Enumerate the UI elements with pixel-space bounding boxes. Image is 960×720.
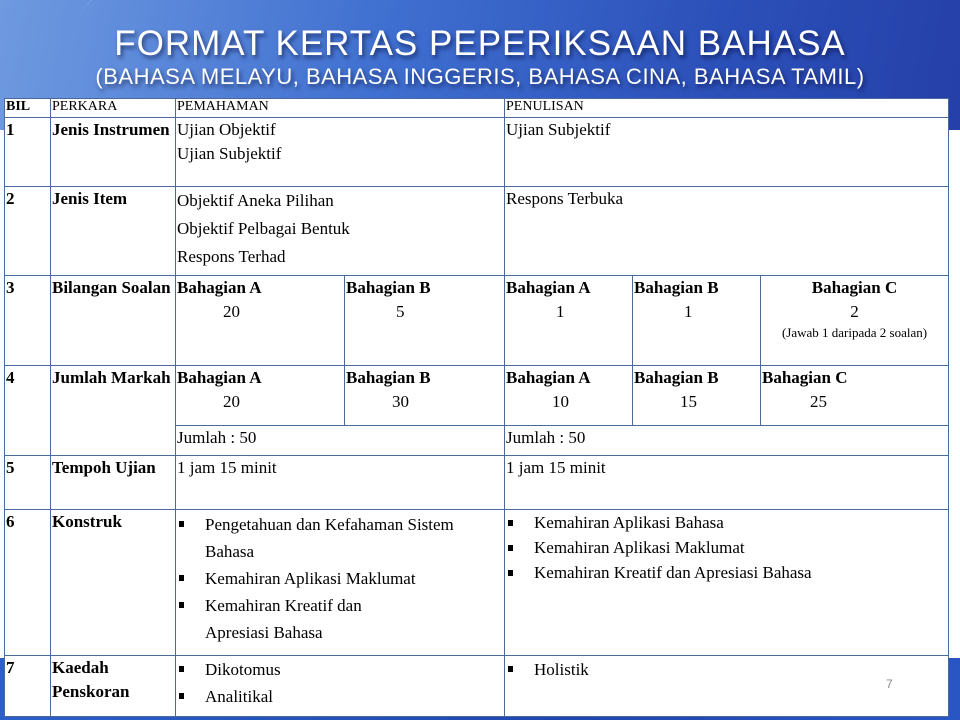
value: 1	[684, 302, 693, 321]
perkara: Jumlah Markah	[51, 366, 176, 456]
list-item: Kemahiran Kreatif dan Apresiasi Bahasa	[177, 592, 427, 646]
pemahaman-cell	[176, 656, 505, 717]
pen-bahagian-b	[633, 276, 761, 366]
header-penulisan: PENULISAN	[505, 99, 949, 118]
text: Objektif Aneka Pilihan	[177, 191, 334, 210]
label: Bahagian B	[346, 278, 431, 297]
perkara: Jenis Instrumen	[51, 118, 176, 187]
list-item: Dikotomus	[177, 656, 503, 683]
pen-total: Jumlah : 50	[505, 426, 949, 456]
label: Bahagian B	[346, 368, 431, 387]
pemahaman-cell	[176, 510, 505, 656]
text: Respons Terhad	[177, 247, 286, 266]
table-row	[5, 366, 949, 426]
bil: 6	[5, 510, 51, 656]
list-item: Kemahiran Aplikasi Maklumat	[177, 565, 477, 592]
penulisan-cell	[505, 656, 949, 717]
list-item: Kemahiran Aplikasi Bahasa	[506, 510, 947, 535]
pem-bahagian-a	[176, 366, 345, 426]
value: 30	[392, 392, 409, 411]
bil: 7	[5, 656, 51, 717]
bil: 4	[5, 366, 51, 456]
label: Bahagian A	[506, 278, 591, 297]
value: 25	[810, 392, 828, 411]
bil: 3	[5, 276, 51, 366]
header-bil: BIL	[5, 99, 51, 118]
table-row	[5, 276, 949, 366]
value: 20	[223, 302, 240, 321]
pen-bahagian-a	[505, 366, 633, 426]
pen-bahagian-c	[761, 276, 949, 366]
label: Bahagian C	[811, 278, 898, 297]
text: Ujian Objektif	[177, 120, 276, 139]
header-perkara: PERKARA	[51, 99, 176, 118]
pem-bahagian-a	[176, 276, 345, 366]
bil: 5	[5, 456, 51, 510]
label: Bahagian A	[177, 278, 262, 297]
list-item: Kemahiran Aplikasi Maklumat	[506, 535, 947, 560]
pem-total: Jumlah : 50	[176, 426, 505, 456]
table-row	[5, 118, 949, 187]
value: 5	[396, 302, 405, 321]
penulisan-cell	[505, 510, 949, 656]
label: Bahagian B	[634, 368, 719, 387]
page-number: 7	[886, 677, 893, 691]
table-row	[5, 510, 949, 656]
list-item: Holistik	[506, 656, 947, 683]
perkara: Bilangan Soalan	[51, 276, 176, 366]
list-item: Analitikal	[177, 683, 503, 710]
header-pemahaman: PEMAHAMAN	[176, 99, 505, 118]
pem-bahagian-b	[345, 276, 505, 366]
exam-format-table	[4, 98, 949, 717]
value: 10	[552, 392, 570, 411]
label: Bahagian A	[177, 368, 262, 387]
perkara: Kaedah Penskoran	[51, 656, 176, 717]
slide-subtitle: (BAHASA MELAYU, BAHASA INGGERIS, BAHASA CINA, BAHASA TAMIL)	[95, 64, 865, 89]
pem-bahagian-b	[345, 366, 505, 426]
pemahaman-cell	[176, 187, 505, 276]
label: Bahagian B	[634, 278, 719, 297]
text: Objektif Pelbagai Bentuk	[177, 219, 350, 238]
table-row	[5, 187, 949, 276]
table-row	[5, 656, 949, 717]
penulisan-cell: Respons Terbuka	[505, 187, 949, 276]
pemahaman-cell	[176, 118, 505, 187]
note: (Jawab 1 daripada 2 soalan)	[781, 325, 928, 340]
perkara: Jenis Item	[51, 187, 176, 276]
perkara: Konstruk	[51, 510, 176, 656]
perkara: Tempoh Ujian	[51, 456, 176, 510]
value: 2	[850, 302, 859, 321]
slide-title: FORMAT KERTAS PEPERIKSAAN BAHASA	[114, 24, 846, 63]
table-row	[5, 456, 949, 510]
value: 15	[680, 392, 698, 411]
label: Bahagian C	[762, 368, 848, 387]
pemahaman-cell: 1 jam 15 minit	[176, 456, 505, 510]
header-row	[5, 99, 949, 118]
penulisan-cell: 1 jam 15 minit	[505, 456, 949, 510]
label: Bahagian A	[506, 368, 591, 387]
bil: 1	[5, 118, 51, 187]
list-item: Pengetahuan dan Kefahaman Sistem Bahasa	[177, 511, 477, 565]
pen-bahagian-c	[761, 366, 949, 426]
pen-bahagian-b	[633, 366, 761, 426]
penulisan-cell: Ujian Subjektif	[505, 118, 949, 187]
text: Ujian Subjektif	[177, 144, 282, 163]
value: 20	[223, 392, 240, 411]
bil: 2	[5, 187, 51, 276]
pen-bahagian-a	[505, 276, 633, 366]
list-item: Kemahiran Kreatif dan Apresiasi Bahasa	[506, 560, 947, 585]
value: 1	[556, 302, 565, 321]
